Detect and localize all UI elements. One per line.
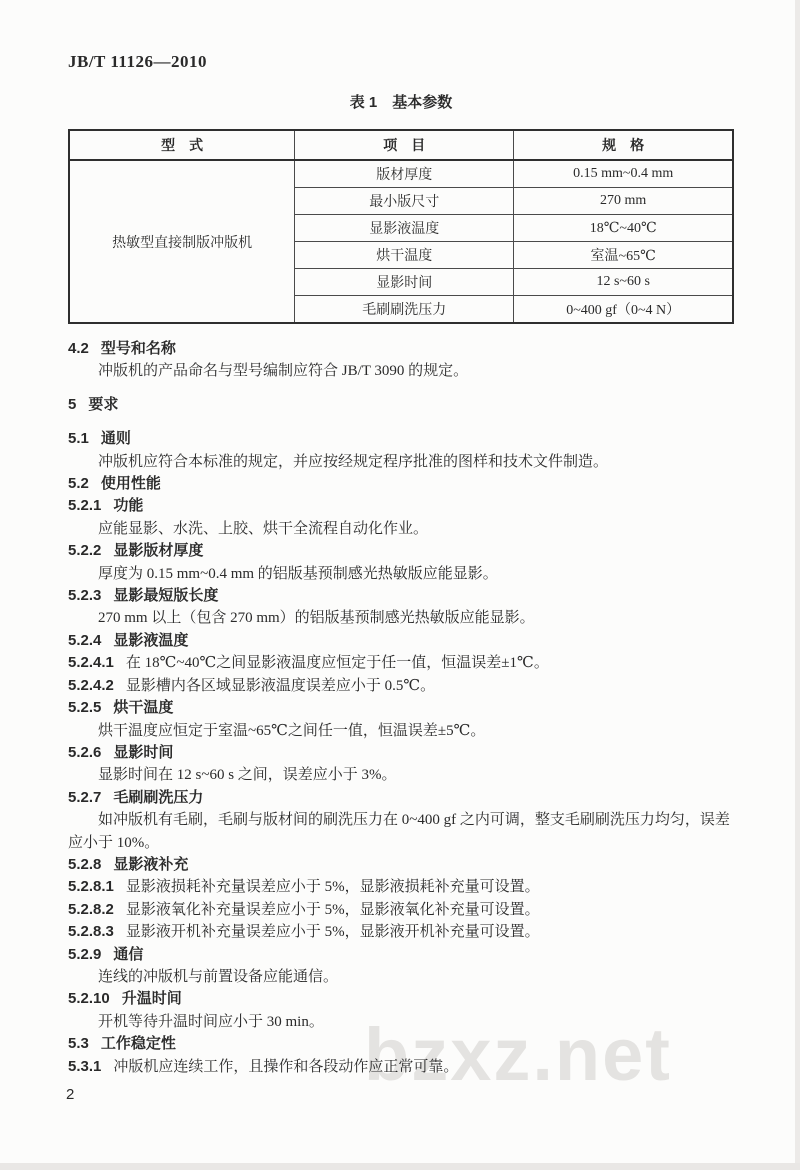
paragraph xyxy=(68,720,734,742)
section-title: 使用性能 xyxy=(100,475,161,493)
spec-cell: 270 mm xyxy=(514,188,733,215)
section-number: 4.2 xyxy=(68,340,89,357)
section-text: 开机等待升温时间应小于 30 min。 xyxy=(98,1013,324,1030)
section-text: 烘干温度应恒定于室温~65℃之间任一值，恒温误差±5℃。 xyxy=(98,722,486,739)
section-number: 5.1 xyxy=(68,430,89,448)
watermark: bzxz.net xyxy=(364,1013,672,1096)
section-number: 5.2.7 xyxy=(68,788,102,806)
section-number: 5.3 xyxy=(68,1035,89,1053)
table-header-row xyxy=(69,130,733,160)
section-title: 烘干温度 xyxy=(113,699,174,717)
section-number: 5.2.9 xyxy=(68,945,102,963)
section-heading xyxy=(68,473,734,495)
paragraph xyxy=(68,764,734,786)
paragraph xyxy=(68,966,734,988)
paragraph xyxy=(68,451,734,473)
section-title: 通则 xyxy=(100,430,131,448)
section-heading xyxy=(68,787,734,809)
section-number: 5.2.8 xyxy=(68,855,102,873)
section-text: 显影液开机补充量误差应小于 5%，显影液开机补充量可设置。 xyxy=(125,924,540,941)
page-number: 2 xyxy=(66,1086,75,1103)
item-cell: 烘干温度 xyxy=(295,242,514,269)
section-heading xyxy=(68,854,734,876)
section-heading xyxy=(68,428,734,450)
item-cell: 版材厚度 xyxy=(295,160,514,188)
section-text: 厚度为 0.15 mm~0.4 mm 的铝版基预制感光热敏版应能显影。 xyxy=(98,565,498,582)
section-number: 5.2.10 xyxy=(68,990,110,1008)
section-heading xyxy=(68,540,734,562)
paragraph xyxy=(68,1011,734,1033)
table-body xyxy=(69,160,733,323)
paragraph xyxy=(68,563,734,585)
column-header-type: 型 式 xyxy=(69,130,295,160)
numbered-paragraph xyxy=(68,876,734,898)
section-number: 5.2.8.2 xyxy=(68,900,114,918)
sections xyxy=(68,338,734,1078)
section-title: 要求 xyxy=(88,395,119,413)
table-title: 表 1 基本参数 xyxy=(349,94,453,111)
section-number: 5.2 xyxy=(68,475,89,493)
section-text: 如冲版机有毛刷，毛刷与版材间的刷洗压力在 0~400 gf 之内可调，整支毛刷刷洗压力均匀，误差应小于 10%。 xyxy=(68,812,730,851)
section-text: 冲版机应符合本标准的规定，并应按经规定程序批准的图样和技术文件制造。 xyxy=(98,453,609,470)
section-number: 5.2.4.2 xyxy=(68,676,114,694)
spec-cell: 室温~65℃ xyxy=(514,242,733,269)
section-heading xyxy=(68,394,734,416)
paragraph xyxy=(68,518,734,540)
section-title: 功能 xyxy=(113,497,144,515)
section-title: 显影版材厚度 xyxy=(113,542,204,560)
section-heading xyxy=(68,585,734,607)
table-row xyxy=(69,160,733,188)
section-title: 升温时间 xyxy=(121,990,182,1008)
numbered-paragraph xyxy=(68,1056,734,1078)
scan-edge-right xyxy=(795,0,800,1170)
numbered-paragraph xyxy=(68,652,734,674)
scan-edge-bottom xyxy=(0,1163,800,1170)
section-heading xyxy=(68,1033,734,1055)
section-number: 5.2.1 xyxy=(68,497,102,515)
section-title: 显影时间 xyxy=(113,743,174,761)
item-cell: 显影液温度 xyxy=(295,215,514,242)
section-title: 毛刷刷洗压力 xyxy=(113,788,204,806)
section-text: 显影液氧化补充量误差应小于 5%，显影液氧化补充量可设置。 xyxy=(125,901,540,918)
section-text: 显影时间在 12 s~60 s 之间，误差应小于 3%。 xyxy=(98,767,397,784)
section-heading xyxy=(68,338,734,360)
section-heading xyxy=(68,988,734,1010)
section-heading xyxy=(68,697,734,719)
numbered-paragraph xyxy=(68,921,734,943)
section-text: 冲版机应连续工作，且操作和各段动作应正常可靠。 xyxy=(113,1058,459,1075)
section-heading xyxy=(68,742,734,764)
section-number: 5.2.2 xyxy=(68,542,102,560)
section-title: 通信 xyxy=(113,945,144,963)
section-text: 冲版机的产品命名与型号编制应符合 JB/T 3090 的规定。 xyxy=(98,363,469,380)
section-number: 5.3.1 xyxy=(68,1057,102,1075)
page-content xyxy=(68,52,734,1078)
section-heading xyxy=(68,630,734,652)
section-number: 5.2.4 xyxy=(68,631,102,649)
standard-code: JB/T 11126—2010 xyxy=(68,52,207,71)
paragraph xyxy=(68,607,734,629)
spec-cell: 18℃~40℃ xyxy=(514,215,733,242)
section-text: 在 18℃~40℃之间显影液温度应恒定于任一值，恒温误差±1℃。 xyxy=(125,655,549,672)
paragraph xyxy=(68,360,734,382)
section-text: 显影液损耗补充量误差应小于 5%，显影液损耗补充量可设置。 xyxy=(125,879,540,896)
section-heading xyxy=(68,495,734,517)
section-number: 5.2.8.1 xyxy=(68,878,114,896)
paragraph xyxy=(68,809,734,854)
section-number: 5.2.8.3 xyxy=(68,923,114,941)
section-title: 显影液补充 xyxy=(113,855,189,873)
section-text: 连线的冲版机与前置设备应能通信。 xyxy=(98,968,339,985)
section-text: 应能显影、水洗、上胶、烘干全流程自动化作业。 xyxy=(98,520,429,537)
type-cell: 热敏型直接制版冲版机 xyxy=(69,160,295,323)
table-header xyxy=(69,130,733,160)
section-number: 5.2.4.1 xyxy=(68,654,114,672)
numbered-paragraph xyxy=(68,675,734,697)
item-cell: 毛刷刷洗压力 xyxy=(295,296,514,324)
section-heading xyxy=(68,944,734,966)
section-number: 5.2.3 xyxy=(68,587,102,605)
section-title: 型号和名称 xyxy=(100,340,176,357)
section-title: 工作稳定性 xyxy=(100,1035,176,1053)
section-title: 显影最短版长度 xyxy=(113,587,219,605)
section-number: 5.2.5 xyxy=(68,699,102,717)
parameters-table xyxy=(68,129,734,324)
section-number: 5 xyxy=(68,395,77,413)
spec-cell: 0~400 gf（0~4 N） xyxy=(514,296,733,324)
item-cell: 显影时间 xyxy=(295,269,514,296)
spec-cell: 12 s~60 s xyxy=(514,269,733,296)
column-header-spec: 规 格 xyxy=(514,130,733,160)
column-header-item: 项 目 xyxy=(295,130,514,160)
section-number: 5.2.6 xyxy=(68,743,102,761)
section-text: 270 mm 以上（包含 270 mm）的铝版基预制感光热敏版应能显影。 xyxy=(98,610,535,627)
section-text: 显影槽内各区域显影液温度误差应小于 0.5℃。 xyxy=(125,677,436,694)
numbered-paragraph xyxy=(68,899,734,921)
section-title: 显影液温度 xyxy=(113,631,189,649)
item-cell: 最小版尺寸 xyxy=(295,188,514,215)
spec-cell: 0.15 mm~0.4 mm xyxy=(514,160,733,188)
